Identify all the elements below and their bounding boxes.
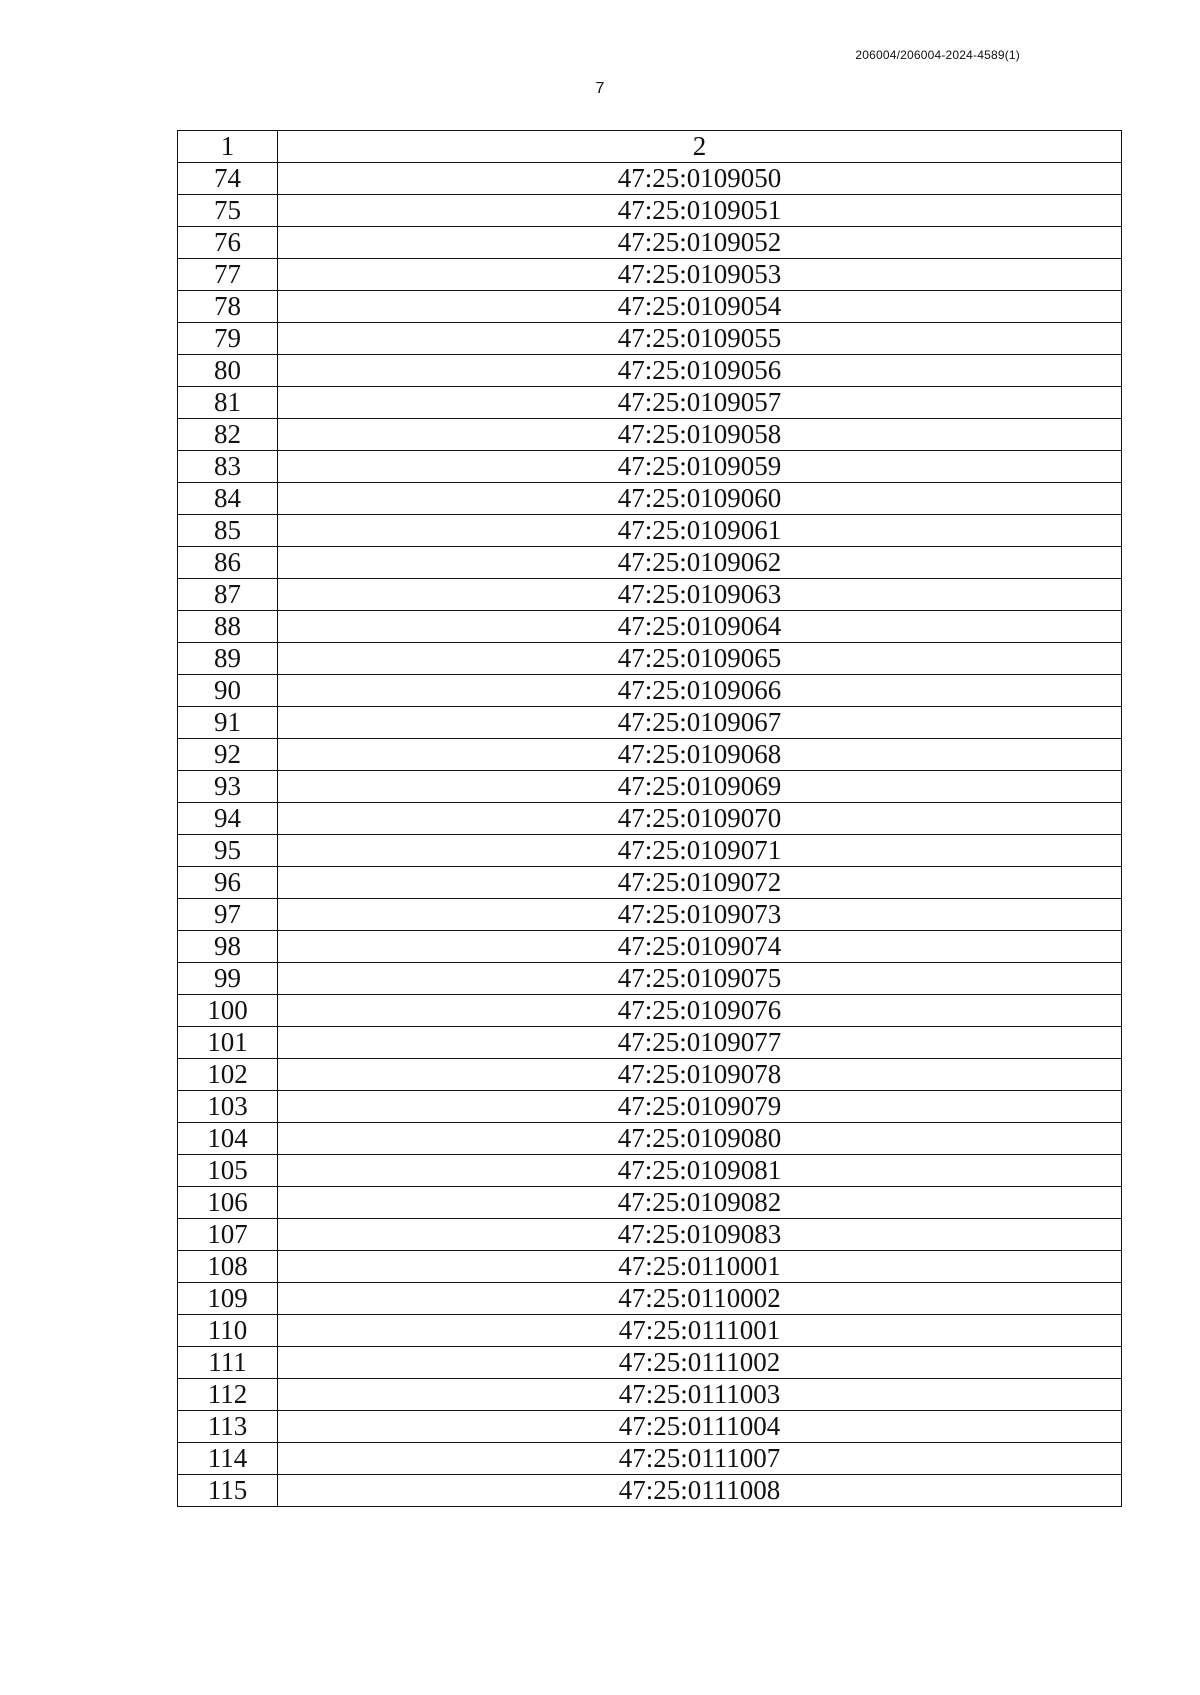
table-row (178, 419, 1122, 451)
table-row (178, 1251, 1122, 1283)
cadastral-number-cell: 47:25:0109053 (278, 259, 1122, 291)
table-row (178, 643, 1122, 675)
cadastral-number-cell: 47:25:0109059 (278, 451, 1122, 483)
table-row (178, 995, 1122, 1027)
row-number-cell: 94 (178, 803, 278, 835)
row-number-cell: 99 (178, 963, 278, 995)
row-number-cell: 89 (178, 643, 278, 675)
cadastral-number-cell: 47:25:0109057 (278, 387, 1122, 419)
cadastral-number-cell: 47:25:0109083 (278, 1219, 1122, 1251)
row-number-cell: 75 (178, 195, 278, 227)
row-number-cell: 93 (178, 771, 278, 803)
table-row (178, 547, 1122, 579)
row-number-cell: 95 (178, 835, 278, 867)
row-number-cell: 107 (178, 1219, 278, 1251)
table-row (178, 867, 1122, 899)
cadastral-number-cell: 47:25:0109065 (278, 643, 1122, 675)
table-row (178, 803, 1122, 835)
cadastral-number-cell: 47:25:0109082 (278, 1187, 1122, 1219)
cadastral-number-cell: 47:25:0109058 (278, 419, 1122, 451)
row-number-cell: 92 (178, 739, 278, 771)
row-number-cell: 82 (178, 419, 278, 451)
cadastral-number-cell: 47:25:0109061 (278, 515, 1122, 547)
table-row (178, 1027, 1122, 1059)
cadastral-number-cell: 47:25:0109073 (278, 899, 1122, 931)
cadastral-number-cell: 47:25:0111007 (278, 1443, 1122, 1475)
cadastral-number-cell: 47:25:0111004 (278, 1411, 1122, 1443)
table-header-row (178, 131, 1122, 163)
row-number-cell: 91 (178, 707, 278, 739)
cadastral-number-cell: 47:25:0109072 (278, 867, 1122, 899)
column-header-2: 2 (278, 131, 1122, 163)
row-number-cell: 88 (178, 611, 278, 643)
cadastral-number-cell: 47:25:0109063 (278, 579, 1122, 611)
table-row (178, 579, 1122, 611)
row-number-cell: 110 (178, 1315, 278, 1347)
cadastral-number-cell: 47:25:0109067 (278, 707, 1122, 739)
cadastral-number-cell: 47:25:0109051 (278, 195, 1122, 227)
table-row (178, 739, 1122, 771)
row-number-cell: 87 (178, 579, 278, 611)
row-number-cell: 90 (178, 675, 278, 707)
table-row (178, 259, 1122, 291)
table-row (178, 1315, 1122, 1347)
row-number-cell: 80 (178, 355, 278, 387)
cadastral-number-cell: 47:25:0109066 (278, 675, 1122, 707)
table-row (178, 931, 1122, 963)
table-row (178, 1411, 1122, 1443)
column-header-1: 1 (178, 131, 278, 163)
cadastral-number-cell: 47:25:0109077 (278, 1027, 1122, 1059)
table-row (178, 899, 1122, 931)
row-number-cell: 115 (178, 1475, 278, 1507)
cadastral-number-cell: 47:25:0111003 (278, 1379, 1122, 1411)
row-number-cell: 76 (178, 227, 278, 259)
row-number-cell: 112 (178, 1379, 278, 1411)
row-number-cell: 74 (178, 163, 278, 195)
table-row (178, 1219, 1122, 1251)
table-row (178, 515, 1122, 547)
row-number-cell: 106 (178, 1187, 278, 1219)
table-row (178, 163, 1122, 195)
table-body (178, 163, 1122, 1507)
row-number-cell: 104 (178, 1123, 278, 1155)
table-row (178, 1283, 1122, 1315)
cadastral-number-cell: 47:25:0111001 (278, 1315, 1122, 1347)
table-row (178, 1091, 1122, 1123)
cadastral-number-cell: 47:25:0109062 (278, 547, 1122, 579)
row-number-cell: 77 (178, 259, 278, 291)
table-row (178, 1347, 1122, 1379)
table-header (178, 131, 1122, 163)
cadastral-number-table (177, 130, 1122, 1507)
table-row (178, 291, 1122, 323)
table-row (178, 835, 1122, 867)
row-number-cell: 96 (178, 867, 278, 899)
table-row (178, 1187, 1122, 1219)
row-number-cell: 102 (178, 1059, 278, 1091)
row-number-cell: 101 (178, 1027, 278, 1059)
cadastral-number-cell: 47:25:0109079 (278, 1091, 1122, 1123)
table-row (178, 707, 1122, 739)
row-number-cell: 79 (178, 323, 278, 355)
cadastral-number-cell: 47:25:0109078 (278, 1059, 1122, 1091)
table-row (178, 611, 1122, 643)
row-number-cell: 100 (178, 995, 278, 1027)
cadastral-number-cell: 47:25:0109081 (278, 1155, 1122, 1187)
row-number-cell: 114 (178, 1443, 278, 1475)
cadastral-number-cell: 47:25:0109055 (278, 323, 1122, 355)
row-number-cell: 109 (178, 1283, 278, 1315)
table-row (178, 323, 1122, 355)
row-number-cell: 86 (178, 547, 278, 579)
row-number-cell: 81 (178, 387, 278, 419)
table-row (178, 1443, 1122, 1475)
table-row (178, 1059, 1122, 1091)
row-number-cell: 111 (178, 1347, 278, 1379)
cadastral-number-cell: 47:25:0109075 (278, 963, 1122, 995)
cadastral-number-cell: 47:25:0109050 (278, 163, 1122, 195)
cadastral-number-cell: 47:25:0109052 (278, 227, 1122, 259)
cadastral-number-cell: 47:25:0109064 (278, 611, 1122, 643)
document-id: 206004/206004-2024-4589(1) (855, 48, 1020, 62)
cadastral-number-cell: 47:25:0109074 (278, 931, 1122, 963)
table-row (178, 963, 1122, 995)
table-row (178, 1155, 1122, 1187)
table-row (178, 451, 1122, 483)
row-number-cell: 97 (178, 899, 278, 931)
table-row (178, 1379, 1122, 1411)
cadastral-number-cell: 47:25:0109068 (278, 739, 1122, 771)
table-row (178, 1475, 1122, 1507)
row-number-cell: 78 (178, 291, 278, 323)
table-row (178, 1123, 1122, 1155)
cadastral-number-cell: 47:25:0109069 (278, 771, 1122, 803)
table-row (178, 675, 1122, 707)
row-number-cell: 103 (178, 1091, 278, 1123)
cadastral-number-cell: 47:25:0111002 (278, 1347, 1122, 1379)
cadastral-number-cell: 47:25:0110001 (278, 1251, 1122, 1283)
row-number-cell: 98 (178, 931, 278, 963)
page-number: 7 (595, 80, 605, 97)
row-number-cell: 84 (178, 483, 278, 515)
table-row (178, 355, 1122, 387)
table-row (178, 387, 1122, 419)
table-row (178, 771, 1122, 803)
table-row (178, 195, 1122, 227)
row-number-cell: 105 (178, 1155, 278, 1187)
row-number-cell: 108 (178, 1251, 278, 1283)
row-number-cell: 85 (178, 515, 278, 547)
cadastral-number-cell: 47:25:0110002 (278, 1283, 1122, 1315)
cadastral-number-cell: 47:25:0109076 (278, 995, 1122, 1027)
cadastral-number-cell: 47:25:0109056 (278, 355, 1122, 387)
table-row (178, 483, 1122, 515)
cadastral-number-cell: 47:25:0109054 (278, 291, 1122, 323)
cadastral-number-cell: 47:25:0111008 (278, 1475, 1122, 1507)
cadastral-number-cell: 47:25:0109070 (278, 803, 1122, 835)
cadastral-number-cell: 47:25:0109060 (278, 483, 1122, 515)
cadastral-number-cell: 47:25:0109071 (278, 835, 1122, 867)
row-number-cell: 83 (178, 451, 278, 483)
table-row (178, 227, 1122, 259)
row-number-cell: 113 (178, 1411, 278, 1443)
cadastral-number-cell: 47:25:0109080 (278, 1123, 1122, 1155)
